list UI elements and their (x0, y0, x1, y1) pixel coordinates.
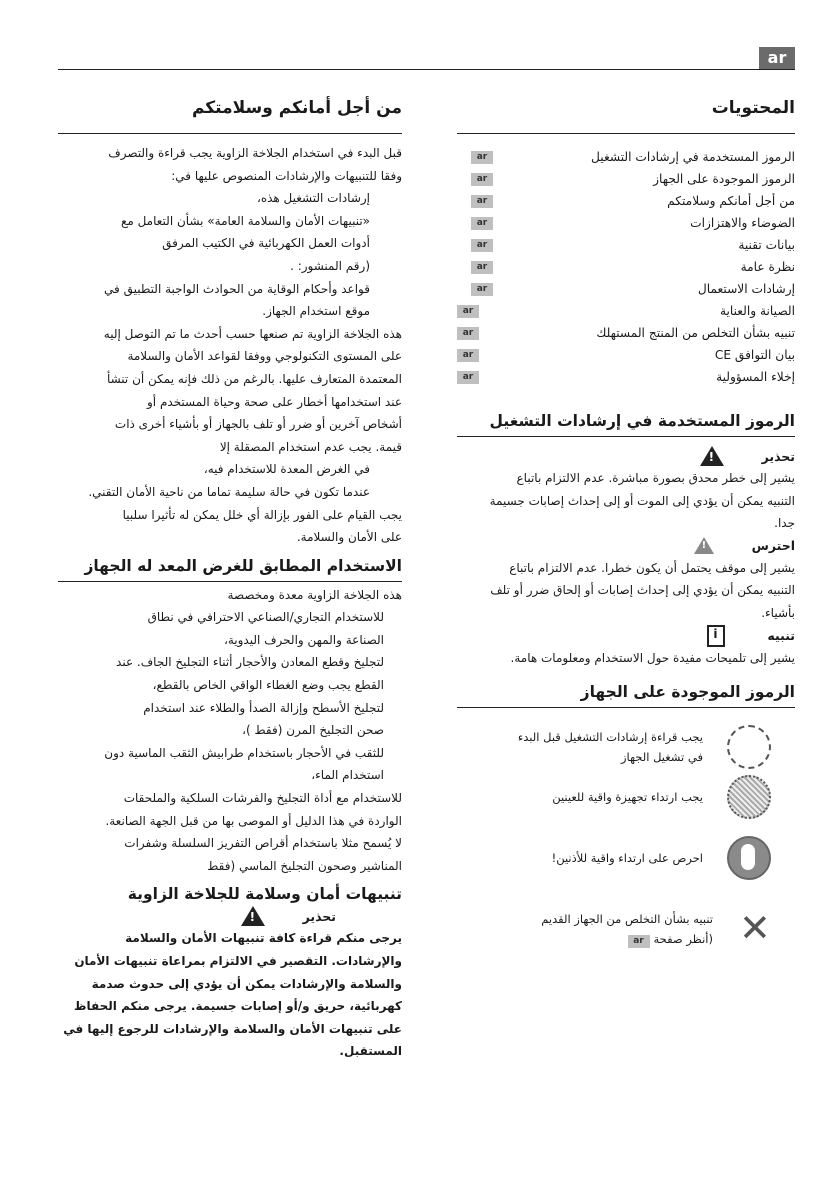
page-badge: ar (457, 327, 479, 340)
grinder-warn-header (58, 905, 402, 927)
crossed-bin-icon (737, 910, 771, 948)
toc-item[interactable] (457, 278, 795, 300)
danger-text: يشير إلى خطر محدق بصورة مباشرة. عدم الالتزام باتباع التنبيه يمكن أن يؤدي إلى الموت أو إلى إحداث إصابات جسيمة جدا. (489, 471, 795, 531)
caution-header (457, 535, 795, 557)
symbol-row (457, 722, 795, 772)
danger-label: تحذير (761, 448, 795, 464)
note-icon (707, 625, 725, 647)
safety-rule (58, 133, 402, 134)
read-manual-icon (727, 725, 771, 769)
danger-header (457, 445, 795, 467)
safety-goggles-icon (727, 775, 771, 819)
symbol-text: احرص على ارتداء واقية للأذنين! (551, 851, 703, 866)
toc-item-label: نظرة عامة (740, 260, 795, 274)
page-badge: ar (471, 217, 493, 230)
caution-label: احترس (751, 538, 795, 554)
toc-item[interactable] (457, 190, 795, 212)
intended-use-title: الاستخدام المطابق للغرض المعد له الجهاز (84, 556, 402, 575)
toc-item-label: الرموز المستخدمة في إرشادات التشغيل (591, 150, 795, 164)
toc-item-label: بيانات تقنية (738, 238, 795, 252)
toc-item-label: من أجل أمانكم وسلامتكم (667, 194, 795, 208)
toc-item[interactable] (457, 366, 795, 388)
toc-item[interactable] (457, 234, 795, 256)
toc-item[interactable] (457, 322, 795, 344)
symbol-row (457, 772, 795, 822)
symbols-device-rule (457, 707, 795, 708)
safety-closing: يجب القيام على الفور بإزالة أي خلل يمكن له تأثيرا سلبيا على الأمان والسلامة. (122, 507, 402, 545)
symbols-manual-title: الرموز المستخدمة في إرشادات التشغيل (489, 412, 795, 430)
right-column (457, 95, 795, 964)
intended-use-list: للاستخدام التجاري/الصناعي الاحترافي في نطاق الصناعة والمهن والحرف اليدوية، لتجليخ وقطع المعادن والأحجار أثناء التجليخ الجاف. عند القطع يجب وضع الغطاء الواقي الخاص بالقطع، لتجليخ الأسطح وإزالة الصدأ والطلاء عند استخدام صحن التجليخ المرن (فقط )، للثقب في الأحجار باستخدام طرابيش الثقب الماسية دون استخدام الماء، (104, 610, 384, 783)
intended-use-not-allowed: لا يُسمح مثلا باستخدام أقراص التفريز السلسلة وشفرات المناشير وصحون التجليخ الماسي (فقط (124, 836, 402, 873)
intended-use-accessories: للاستخدام مع أداة التجليخ والفرشات السلكية والملحقات الواردة في هذا الدليل أو الموصى بها من قبل الجهة الصانعة. (105, 791, 402, 828)
symbol-text: يجب ارتداء تجهيزة واقية للعينين (552, 790, 703, 805)
symbol-row (457, 894, 795, 964)
toc-item[interactable] (457, 212, 795, 234)
toc-item[interactable] (457, 256, 795, 278)
toc-item[interactable] (457, 344, 795, 366)
ear-protection-icon (727, 836, 771, 880)
grinder-warn-label: تحذير (302, 908, 336, 924)
toc-rule (457, 133, 795, 134)
page-badge: ar (628, 935, 650, 948)
page-badge: ar (457, 371, 479, 384)
intended-use-rule (58, 581, 402, 582)
toc-title: المحتويات (711, 98, 795, 118)
note-text: يشير إلى تلميحات مفيدة حول الاستخدام ومعلومات هامة. (510, 650, 795, 665)
grinder-safety-text: يرجى منكم قراءة كافة تنبيهات الأمان والسلامة والإرشادات. التقصير في الالتزام بمراعاة تنبيهات الأمان والسلامة والإرشادات يمكن أن يؤدي إلى حدوث صدمة كهربائية، حريق و/أو إصابات جسيمة. يرجى منكم الحفاظ على تنبيهات الأمان والسلامة والإرشادات للرجوع إليها في المستقبل. (63, 931, 402, 1059)
page-badge: ar (457, 349, 479, 362)
note-header (457, 625, 795, 647)
toc-item-label: الصيانة والعناية (719, 304, 795, 318)
warning-triangle-icon (700, 446, 724, 466)
symbols-device-title: الرموز الموجودة على الجهاز (580, 683, 795, 702)
safety-title: من أجل أمانكم وسلامتكم (191, 98, 402, 118)
toc-item-label: إرشادات الاستعمال (697, 282, 795, 296)
safety-conditions: في الغرض المعدة للاستخدام فيه، عندما تكون في حالة سليمة تماما من ناحية الأمان التقني. (88, 462, 370, 499)
page-badge: ar (471, 283, 493, 296)
page-badge: ar (471, 173, 493, 186)
toc-item[interactable] (457, 300, 795, 322)
caution-triangle-icon (694, 537, 714, 554)
toc-item-label: إخلاء المسؤولية (716, 370, 795, 384)
note-label: تنبيه (767, 628, 795, 644)
page-badge: ar (457, 305, 479, 318)
toc-item[interactable] (457, 146, 795, 168)
intended-use-intro: هذه الجلاخة الزاوية معدة ومخصصة (227, 587, 402, 602)
warning-triangle-icon (241, 906, 265, 926)
symbol-text: تنبيه بشأن التخلص من الجهاز القديم (أنظر صفحةar (541, 912, 713, 947)
page-badge: ar (471, 239, 493, 252)
safety-paragraph: هذه الجلاخة الزاوية تم صنعها حسب أحدث ما تم التوصل إليه على المستوى التكنولوجي ووفقا لقواعد الأمان والسلامة المعتمدة المتعارف عليها. بالرغم من ذلك فإنه يمكن أن تنشأ عند استخدامها أخطار على صحة وحياة المستخدم أو أشخاص آخرين أو ضرر أو تلف بالجهاز أو بأشياء أخرى ذات قيمة. يجب عدم استخدام المصقلة إلا (103, 326, 402, 454)
symbol-text: يجب قراءة إرشادات التشغيل قبل البدء في تشغيل الجهاز (517, 730, 703, 765)
toc-item-label: بيان التوافق CE (714, 348, 795, 362)
safety-list: إرشادات التشغيل هذه، «تنبيهات الأمان والسلامة العامة» بشأن التعامل مع أدوات العمل الكهربائية في الكتيب المرفق (رقم المنشور: . قواعد وأحكام الوقاية من الحوادث الواجبة التطبيق في موقع استخدام الجهاز. (104, 191, 370, 319)
caution-text: يشير إلى موقف يحتمل أن يكون خطرا. عدم الالتزام باتباع التنبيه يمكن أن يؤدي إلى إحداث إصابات أو إلحاق ضرر أو تلف بأشياء. (490, 560, 795, 620)
grinder-safety-title: تنبيهات أمان وسلامة للجلاخة الزاوية (127, 885, 402, 904)
symbols-manual-rule (457, 436, 795, 437)
page-badge: ar (471, 195, 493, 208)
toc-item-label: الرموز الموجودة على الجهاز (653, 172, 795, 186)
toc-item-label: تنبيه بشأن التخلص من المنتج المستهلك (596, 326, 795, 340)
page-badge: ar (471, 261, 493, 274)
page-badge: ar (471, 151, 493, 164)
toc-item[interactable] (457, 168, 795, 190)
header-rule (58, 69, 795, 70)
left-column (58, 95, 402, 1063)
toc-item-label: الضوضاء والاهتزازات (690, 216, 795, 230)
language-badge: ar (759, 47, 795, 69)
safety-intro: قبل البدء في استخدام الجلاخة الزاوية يجب قراءة والتصرف وفقا للتنبيهات والإرشادات المنصوص عليها في: (108, 146, 402, 183)
symbol-row (457, 822, 795, 894)
